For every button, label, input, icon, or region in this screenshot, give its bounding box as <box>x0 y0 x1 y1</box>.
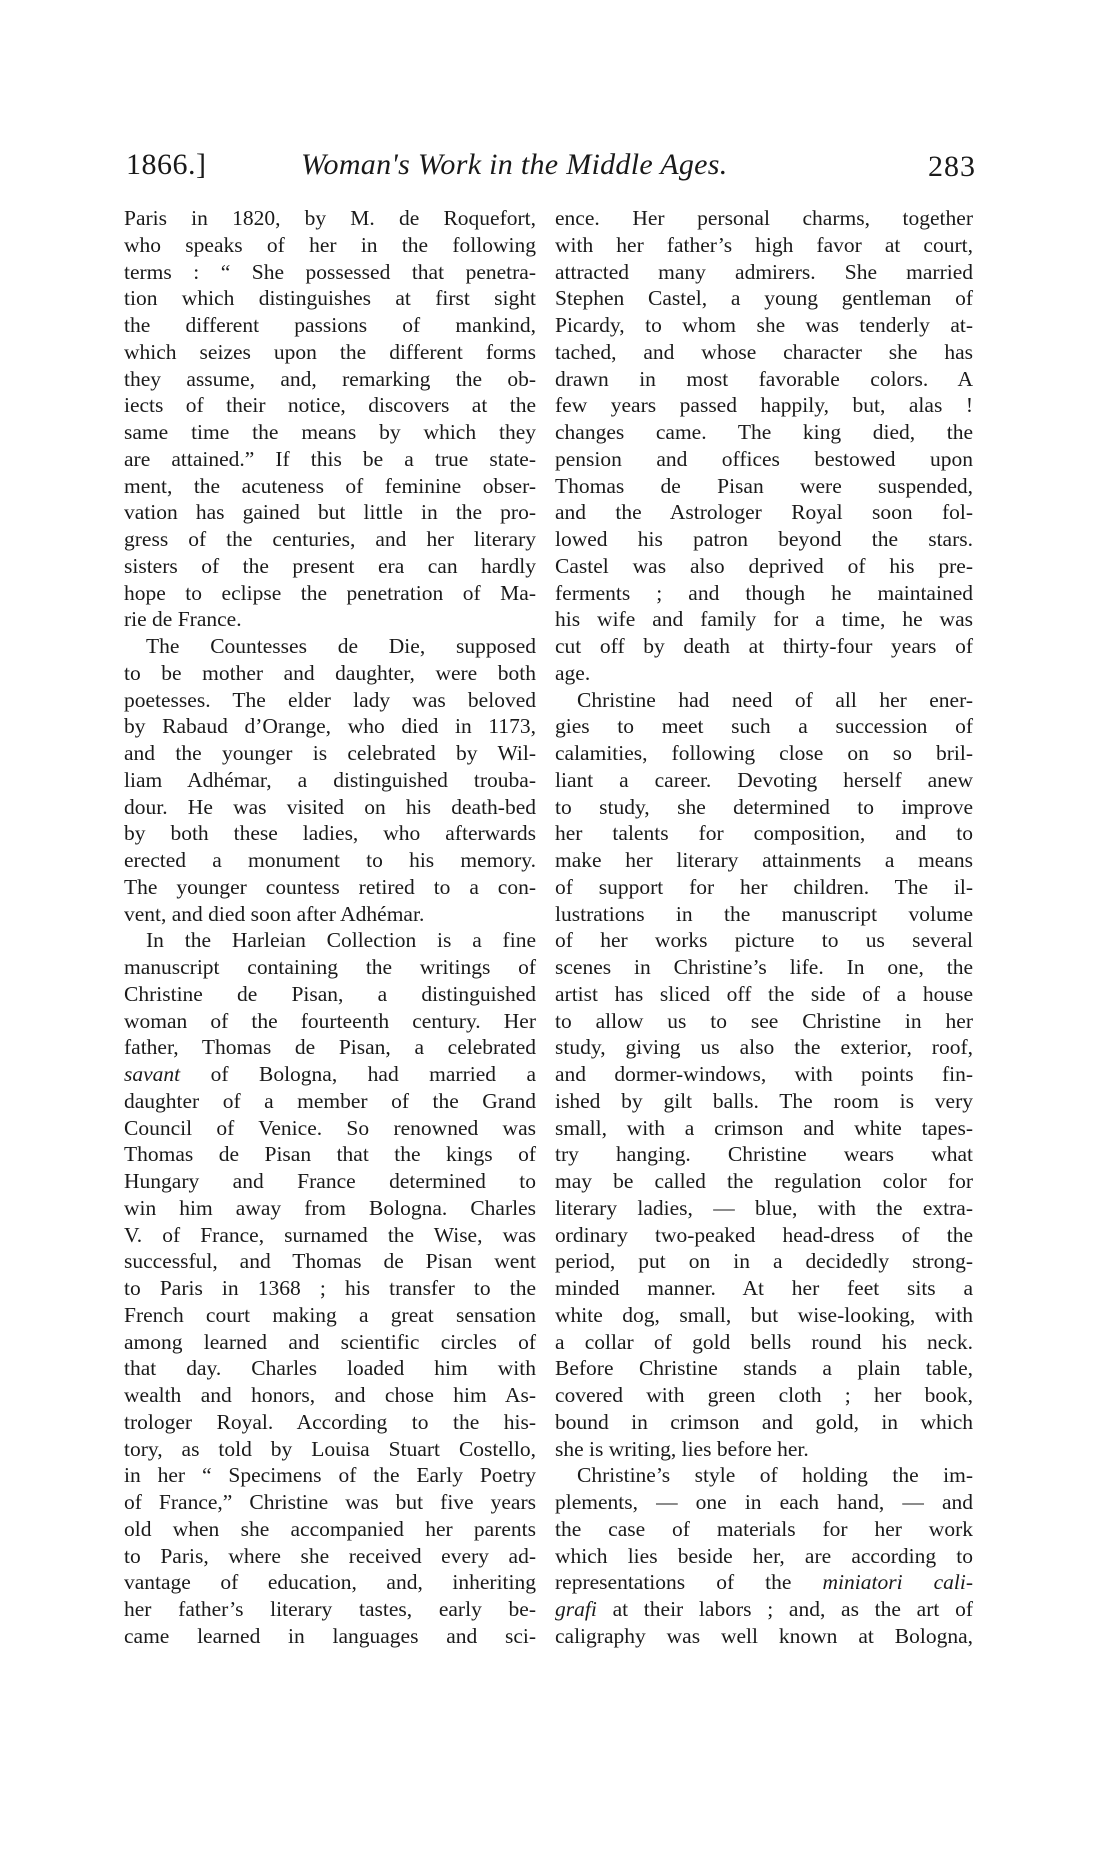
line-text: Thomas de Pisan that the kings of <box>124 1142 536 1167</box>
line-text: drawn in most favorable colors. A <box>555 366 973 391</box>
line-text: vation has gained but little in the pro- <box>124 500 536 525</box>
line-text: and dormer-windows, with points fin- <box>555 1062 973 1086</box>
line-text: covered with green cloth ; her book, <box>555 1383 973 1407</box>
line-text: cut off by death at thirty-four years of <box>555 634 973 658</box>
text-line <box>555 1462 973 1489</box>
text-line <box>124 205 536 232</box>
line-text: poetesses. The elder lady was beloved <box>124 687 536 712</box>
text-line <box>555 1329 973 1356</box>
line-text: wealth and honors, and chose him As- <box>124 1383 536 1407</box>
line-text: tion which distinguishes at first sight <box>124 286 536 311</box>
text-line <box>555 1222 973 1249</box>
running-header <box>126 148 976 188</box>
text-line <box>555 606 973 633</box>
text-line <box>555 1195 973 1222</box>
line-text: representations of the <box>555 1570 792 1595</box>
line-text: changes came. The king died, the <box>555 420 973 444</box>
line-text: she is writing, lies before her. <box>555 1436 809 1461</box>
line-text: Council of Venice. So renowned was <box>124 1115 536 1140</box>
line-text: iects of their notice, discovers at the <box>124 393 536 418</box>
text-line <box>555 1302 973 1329</box>
line-text: make her literary attainments a means <box>555 848 973 872</box>
line-text: of France,” Christine was but five years <box>124 1490 536 1514</box>
line-text: scenes in Christine’s life. In one, the <box>555 955 973 979</box>
line-text: plements, — one in each hand, — and <box>555 1490 973 1514</box>
text-line <box>555 713 973 740</box>
line-text: a collar of gold bells round his neck. <box>555 1329 973 1354</box>
line-text: try hanging. Christine wears what <box>555 1142 973 1167</box>
text-line <box>555 794 973 821</box>
line-text: erected a monument to his memory. <box>124 848 536 872</box>
text-line <box>555 526 973 553</box>
line-text: French court making a great sensation <box>124 1302 536 1327</box>
line-text: tached, and whose character she has <box>555 339 973 364</box>
line-text: literary ladies, — blue, with the extra- <box>555 1195 973 1220</box>
text-line <box>555 366 973 393</box>
line-text: Paris in 1820, by M. de Roquefort, <box>124 206 536 230</box>
line-text: study, giving us also the exterior, roof, <box>555 1035 973 1060</box>
line-text: they assume, and, remarking the ob- <box>124 366 536 391</box>
text-line <box>124 446 536 473</box>
line-text: may be called the regulation color for <box>555 1169 973 1193</box>
text-line <box>124 1489 536 1516</box>
line-text: lowed his patron beyond the stars. <box>555 527 973 551</box>
text-line <box>555 1061 973 1088</box>
text-line <box>124 339 536 366</box>
line-text: father, Thomas de Pisan, a celebrated <box>124 1035 536 1060</box>
line-text: liant a career. Devoting herself anew <box>555 767 973 792</box>
text-line <box>124 1543 536 1570</box>
text-line <box>124 1516 536 1543</box>
line-text: Before Christine stands a plain table, <box>555 1356 973 1381</box>
text-line <box>124 954 536 981</box>
text-line <box>124 740 536 767</box>
line-text: at their labors ; and, as the art of <box>612 1597 973 1621</box>
line-text: by both these ladies, who afterwards <box>124 821 536 846</box>
text-line <box>124 259 536 286</box>
line-text: vent, and died soon after Adhémar. <box>124 901 425 926</box>
line-text: minded manner. At her feet sits a <box>555 1276 973 1300</box>
italic-term: savant <box>124 1062 181 1086</box>
line-text: in her “ Specimens of the Early Poetry <box>124 1463 536 1488</box>
text-line <box>124 392 536 419</box>
line-text: sisters of the present era can hardly <box>124 553 536 578</box>
text-line <box>124 553 536 580</box>
text-line <box>124 1382 536 1409</box>
text-line <box>124 713 536 740</box>
text-line <box>555 312 973 339</box>
line-text: liam Adhémar, a distinguished trouba- <box>124 767 536 792</box>
line-text: old when she accompanied her parents <box>124 1516 536 1541</box>
text-line <box>555 847 973 874</box>
line-text: which seizes upon the different forms <box>124 339 536 364</box>
text-line <box>124 660 536 687</box>
line-text: manuscript containing the writings of <box>124 955 536 979</box>
text-line <box>124 767 536 794</box>
line-text: The younger countess retired to a con- <box>124 874 536 899</box>
text-line <box>124 1141 536 1168</box>
line-text: of her works picture to us several <box>555 928 973 953</box>
text-line <box>124 473 536 500</box>
text-line <box>555 1355 973 1382</box>
line-text: same time the means by which they <box>124 420 536 444</box>
text-line <box>555 1115 973 1142</box>
line-text: small, with a crimson and white tapes- <box>555 1115 973 1140</box>
text-line <box>124 981 536 1008</box>
page-number: 283 <box>928 150 976 183</box>
line-text: came learned in languages and sci- <box>124 1623 536 1648</box>
text-line <box>124 1275 536 1302</box>
text-line <box>555 901 973 928</box>
text-line <box>555 259 973 286</box>
line-text: daughter of a member of the Grand <box>124 1088 536 1113</box>
line-text: successful, and Thomas de Pisan went <box>124 1249 536 1274</box>
italic-term: grafi <box>555 1597 597 1621</box>
line-text: caligraphy was well known at Bologna, <box>555 1623 973 1648</box>
text-line <box>555 1436 973 1463</box>
text-line <box>124 526 536 553</box>
line-text: win him away from Bologna. Charles <box>124 1195 536 1220</box>
text-line <box>124 687 536 714</box>
text-line <box>124 1569 536 1596</box>
line-text: to study, she determined to improve <box>555 794 973 819</box>
text-line <box>555 285 973 312</box>
line-text: dour. He was visited on his death-bed <box>124 794 536 819</box>
line-text: calamities, following close on so bril- <box>555 741 973 765</box>
text-line <box>124 419 536 446</box>
text-line <box>124 1623 536 1650</box>
text-line <box>124 366 536 393</box>
text-line <box>555 927 973 954</box>
line-text: the different passions of mankind, <box>124 313 536 337</box>
text-line <box>555 1248 973 1275</box>
header-year: 1866.] <box>126 148 207 181</box>
line-text: pension and offices bestowed upon <box>555 446 973 471</box>
line-text: are attained.” If this be a true state- <box>124 446 536 471</box>
line-text: Christine’s style of holding the im- <box>577 1463 973 1488</box>
line-text: V. of France, surnamed the Wise, was <box>124 1222 536 1247</box>
line-text: tory, as told by Louisa Stuart Costello, <box>124 1436 536 1461</box>
text-line <box>555 1008 973 1035</box>
text-line <box>555 1382 973 1409</box>
text-line <box>555 1088 973 1115</box>
line-text: and the younger is celebrated by Wil- <box>124 741 536 765</box>
line-text: ferments ; and though he maintained <box>555 580 973 605</box>
text-line <box>555 687 973 714</box>
line-text: vantage of education, and, inheriting <box>124 1570 536 1595</box>
line-text: to Paris, where she received every ad- <box>124 1543 536 1568</box>
line-text: his wife and family for a time, he was <box>555 607 973 632</box>
line-text: her father’s literary tastes, early be- <box>124 1597 536 1621</box>
text-line <box>124 1222 536 1249</box>
text-line <box>555 660 973 687</box>
text-line <box>124 232 536 259</box>
text-line <box>124 499 536 526</box>
text-line <box>124 606 536 633</box>
text-line <box>124 1115 536 1142</box>
text-line <box>555 740 973 767</box>
text-column-right <box>555 205 973 1650</box>
line-text: few years passed happily, but, alas ! <box>555 393 973 418</box>
text-line <box>124 1248 536 1275</box>
text-line <box>124 1596 536 1623</box>
text-column-left <box>124 205 536 1650</box>
text-line <box>555 1409 973 1436</box>
text-line <box>555 446 973 473</box>
text-line <box>124 1329 536 1356</box>
text-line <box>555 1275 973 1302</box>
line-text: In the Harleian Collection is a fine <box>146 928 536 953</box>
line-text: ordinary two-peaked head-dress of the <box>555 1222 973 1247</box>
text-line <box>124 1088 536 1115</box>
line-text: woman of the fourteenth century. Her <box>124 1008 536 1033</box>
text-line <box>124 1302 536 1329</box>
text-line <box>555 392 973 419</box>
text-line <box>555 633 973 660</box>
text-line <box>555 1516 973 1543</box>
line-text: and the Astrologer Royal soon fol- <box>555 500 973 525</box>
text-line <box>124 1195 536 1222</box>
text-line <box>124 901 536 928</box>
text-line <box>124 820 536 847</box>
text-line <box>555 1569 973 1596</box>
line-text: Stephen Castel, a young gentleman of <box>555 286 973 311</box>
text-line <box>555 820 973 847</box>
line-text: to allow us to see Christine in her <box>555 1008 973 1033</box>
line-text: of Bologna, had married a <box>210 1062 537 1086</box>
line-text: Picardy, to whom she was tenderly at- <box>555 313 973 337</box>
text-line <box>124 285 536 312</box>
line-text: age. <box>555 660 591 685</box>
line-text: Castel was also deprived of his pre- <box>555 553 973 578</box>
line-text: with her father’s high favor at court, <box>555 232 973 257</box>
line-text: bound in crimson and gold, in which <box>555 1409 973 1434</box>
line-text: the case of materials for her work <box>555 1516 973 1541</box>
line-text: white dog, small, but wise-looking, with <box>555 1302 973 1327</box>
line-text: artist has sliced off the side of a house <box>555 981 973 1006</box>
text-line <box>124 1436 536 1463</box>
text-line <box>555 580 973 607</box>
line-text: who speaks of her in the following <box>124 232 536 257</box>
text-line <box>124 580 536 607</box>
text-line <box>124 312 536 339</box>
line-text: terms : “ She possessed that penetra- <box>124 259 536 284</box>
line-text: attracted many admirers. She married <box>555 259 973 284</box>
line-text: her talents for composition, and to <box>555 821 973 846</box>
line-text: ence. Her personal charms, together <box>555 206 973 230</box>
line-text: Hungary and France determined to <box>124 1169 536 1193</box>
text-line <box>555 1596 973 1623</box>
text-line <box>124 927 536 954</box>
text-line <box>555 232 973 259</box>
line-text: The Countesses de Die, supposed <box>146 634 536 658</box>
line-text: Christine de Pisan, a distinguished <box>124 981 536 1006</box>
text-line <box>124 874 536 901</box>
line-text: lustrations in the manuscript volume <box>555 901 973 926</box>
text-line <box>555 1489 973 1516</box>
line-text: to be mother and daughter, were both <box>124 660 536 685</box>
text-line <box>555 767 973 794</box>
line-text: gress of the centuries, and her literary <box>124 527 536 551</box>
line-text: Christine had need of all her ener- <box>577 687 973 712</box>
text-line <box>555 1034 973 1061</box>
text-line <box>555 205 973 232</box>
text-line <box>124 847 536 874</box>
text-line <box>124 1462 536 1489</box>
text-line <box>555 954 973 981</box>
text-line <box>555 874 973 901</box>
line-text: gies to meet such a succession of <box>555 714 973 739</box>
text-line <box>555 419 973 446</box>
line-text: by Rabaud d’Orange, who died in 1173, <box>124 714 536 739</box>
text-line <box>124 1409 536 1436</box>
text-line <box>555 339 973 366</box>
text-line <box>124 1168 536 1195</box>
text-line <box>124 1034 536 1061</box>
line-text: of support for her children. The il- <box>555 874 973 899</box>
text-line <box>124 1355 536 1382</box>
line-text: Thomas de Pisan were suspended, <box>555 473 973 498</box>
text-line <box>555 499 973 526</box>
text-line <box>555 1168 973 1195</box>
text-line <box>124 1008 536 1035</box>
text-line <box>555 1141 973 1168</box>
text-line <box>555 553 973 580</box>
text-line <box>555 981 973 1008</box>
line-text: which lies beside her, are according to <box>555 1543 973 1568</box>
line-text: rie de France. <box>124 607 242 632</box>
line-text: among learned and scientific circles of <box>124 1329 536 1354</box>
line-text: to Paris in 1368 ; his transfer to the <box>124 1276 536 1300</box>
text-line <box>124 794 536 821</box>
header-running-title: Woman's Work in the Middle Ages. <box>301 148 728 181</box>
line-text: trologer Royal. According to the his- <box>124 1409 536 1434</box>
line-text: hope to eclipse the penetration of Ma- <box>124 580 536 605</box>
line-text: period, put on in a decidedly strong- <box>555 1249 973 1274</box>
line-text: ished by gilt balls. The room is very <box>555 1088 973 1113</box>
line-text: ment, the acuteness of feminine obser- <box>124 473 536 498</box>
text-line <box>124 1061 536 1088</box>
italic-term: miniatori cali- <box>822 1570 973 1595</box>
text-line <box>555 473 973 500</box>
text-line <box>555 1623 973 1650</box>
text-line <box>555 1543 973 1570</box>
line-text: that day. Charles loaded him with <box>124 1356 536 1381</box>
text-line <box>124 633 536 660</box>
